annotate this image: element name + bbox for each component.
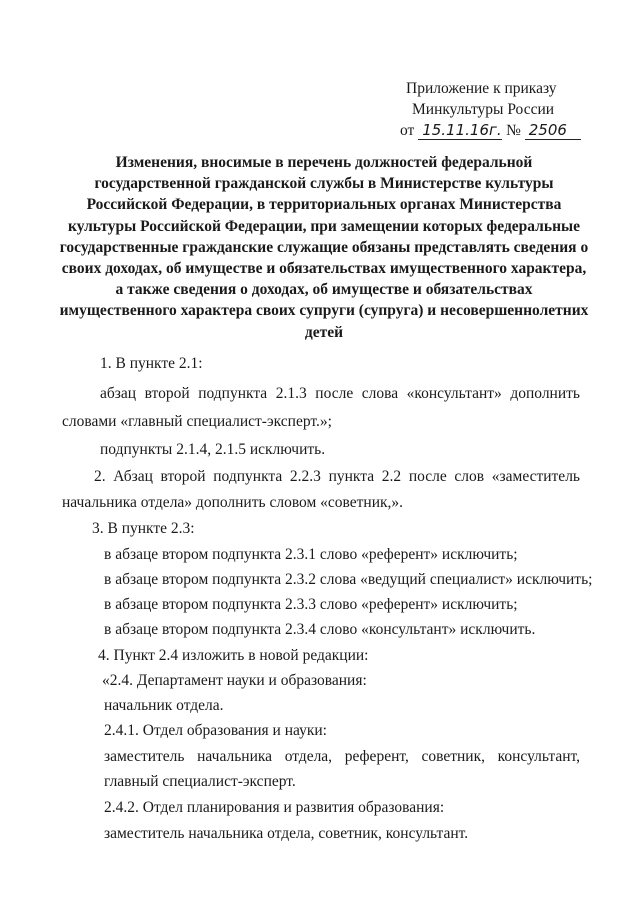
attachment-line-1: Приложение к приказу [406,80,557,97]
item-3a: в абзаце втором подпункта 2.3.1 слово «референт» исключить; [104,546,518,563]
handwritten-date: 15.11.16г. [418,122,502,140]
attachment-date-line [400,120,610,141]
item-4a: «2.4. Департамент науки и образования: [102,672,367,689]
item-1: 1. В пункте 2.1: [100,355,203,372]
item-2-line-1: 2. Абзац второй подпункта 2.2.3 пункта 2.2 после слов «заместитель [94,468,580,485]
item-4d-line-2: главный специалист-эксперт. [104,773,296,790]
item-4b: начальник отдела. [104,697,224,714]
item-3c: в абзаце втором подпункта 2.3.3 слово «референт» исключить; [104,596,518,613]
item-4d-line-1: заместитель начальника отдела, референт, советник, консультант, [104,748,580,765]
item-4e: 2.4.2. Отдел планирования и развития образования: [104,799,445,816]
handwritten-number: 2506 [525,122,581,140]
attachment-line-2: Минкультуры России [412,101,555,118]
item-1a-line-1: абзац второй подпункта 2.1.3 после слова «консультант» дополнить [100,385,580,402]
item-1a-line-2: словами «главный специалист-эксперт.»; [62,413,332,430]
document-title: Изменения, вносимые в перечень должностей федеральной государственной гражданской службы в Министерстве культуры Российской Федерации, в территориальных органах Министерства культуры Российской Федерации, при замещении которых федеральные государственные гражданские служащие обязаны представлять сведения о своих доходах, об имуществе и обязательствах имущественного характера, а также сведения о доходах, об имуществе и обязательствах имущественного характера своих супруги (супруга) и несовершеннолетних детей [59,154,589,341]
number-prefix: № [506,122,521,139]
item-3: 3. В пункте 2.3: [92,520,195,537]
item-2-line-2: начальника отдела» дополнить словом «советник,». [62,494,404,511]
item-4: 4. Пункт 2.4 изложить в новой редакции: [98,647,369,664]
item-4f: заместитель начальника отдела, советник, консультант. [104,825,469,842]
item-1b: подпункты 2.1.4, 2.1.5 исключить. [100,441,326,458]
attachment-block [400,78,610,141]
item-3d: в абзаце втором подпункта 2.3.4 слово «консультант» исключить. [104,621,536,638]
item-3b: в абзаце втором подпункта 2.3.2 слова «ведущий специалист» исключить; [104,571,593,588]
from-prefix: от [400,122,415,139]
item-4c: 2.4.1. Отдел образования и науки: [104,722,327,739]
